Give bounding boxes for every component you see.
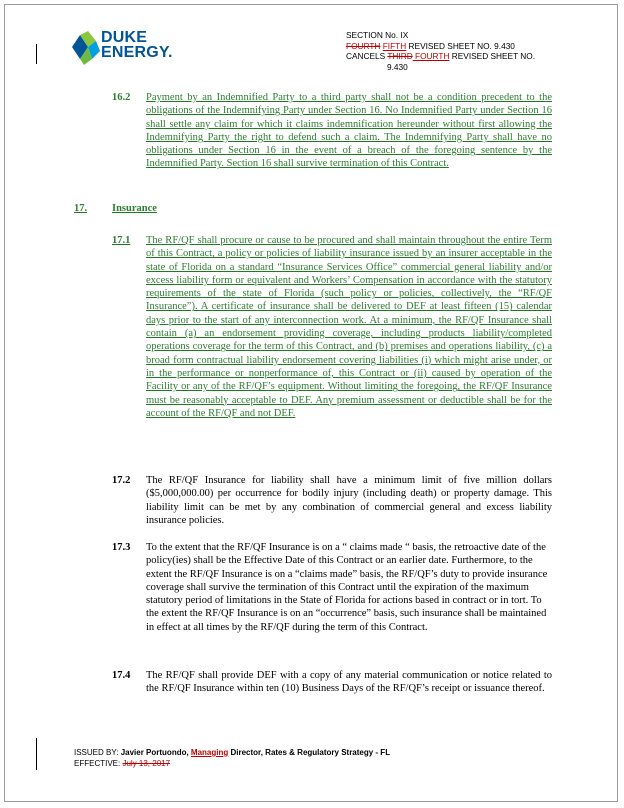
section-number-17-1: 17.1 <box>112 235 131 246</box>
section-17-number: 17. <box>74 203 88 214</box>
deleted-text: THIRD <box>387 51 413 61</box>
inserted-text: FOURTH <box>412 51 450 61</box>
cancels-sheet-number: 9.430 <box>387 61 408 72</box>
sheet-line: FOURTH FIFTH REVISED SHEET NO. 9.430 <box>346 40 515 51</box>
logo-wordmark <box>101 30 173 60</box>
logo-line-2: ENERGY. <box>101 44 173 61</box>
section-16-2-text: Payment by an Indemnified Party to a third party shall not be a condition precedent to the obligations of the Indemnifying Party under Section 16. No Indemnified Party under Section 16 shall settle any claim for which it claims indemnification hereunder without first allowing the Indemnifying Party the right to defend such a claim. The Indemnifying Party shall have no obligations under Section 16 in the event of a breach of the foregoing sentence by the Indemnified Party. Section 16 shall survive termination of this Contract. <box>146 92 552 170</box>
change-bar <box>36 44 37 64</box>
sheet-header <box>346 30 535 72</box>
section-number-16-2: 16.2 <box>112 92 131 103</box>
effective-line: EFFECTIVE: July 13, 2017 <box>74 759 171 768</box>
change-bar <box>36 738 37 770</box>
section-number-17-4: 17.4 <box>112 670 131 681</box>
deleted-text: July 13, 2017 <box>122 759 171 768</box>
section-number-17-2: 17.2 <box>112 475 131 486</box>
section-17-title: Insurance <box>112 203 157 214</box>
logo-line-1: DUKE <box>101 29 148 46</box>
inserted-text: Managing <box>190 748 229 757</box>
section-17-1-text: The RF/QF shall procure or cause to be procured and shall maintain throughout the entire Term of this Contract, a policy or policies of liability insurance issued by an insurer acceptable in the state of Florida on a standard “Insurance Services Office” commercial general liability and/or excess liability form or equivalent and Workers’ Compensation in accordance with the statutory requirements of the state of Florida (such policy or policies, collectively, the “RF/QF Insurance”). A certificate of insurance shall be delivered to DEF at least fifteen (15) calendar days prior to the start of any interconnection work. At a minimum, the RF/QF Insurance shall contain (a) an endorsement providing coverage, including products liability/completed operations coverage for the term of this Contract, and (b) premises and operations liability, (c) a broad form contractual liability endorsement covering liabilities (i) which might arise under, or in the performance or nonperformance of, this Contract or (ii) caused by operation of the Facility or any of the RF/QF’s equipment. Without limiting the foregoing, the RF/QF Insurance must be reasonably acceptable to DEF. Any premium assessment or deductible shall be for the account of the RF/QF and not DEF. <box>146 235 552 419</box>
section-number: SECTION No. IX <box>346 30 409 40</box>
logo-mark-icon <box>72 31 100 65</box>
issued-by-line: ISSUED BY: Javier Portuondo, Managing Director, Rates & Regulatory Strategy - FL <box>74 748 391 757</box>
cancels-line: CANCELS THIRD FOURTH REVISED SHEET NO. <box>346 51 536 61</box>
section-17-2-text: The RF/QF Insurance for liability shall have a minimum limit of five million dollars ($5,000,000.00) per occurrence for bodily injury (including death) or property damage. This liability limit can be met by any combination of commercial general and excess liability insurance policies. <box>146 475 552 526</box>
section-17-3-text: To the extent that the RF/QF Insurance is on a “ claims made “ basis, the retroactive date of the policy(ies) shall be the Effective Date of this Contract or an earlier date. Furthermore, to the extent the RF/QF Insurance is on a “claims made” basis, the RF/QF’s duty to provide insurance coverage shall survive the termination of this Contract until the expiration of the maximum statutory period of limitations in the State of Florida for actions based in contract or in tort. To the extent the RF/QF Insurance is on an “occurrence” basis, such insurance shall be maintained in effect at all times by the RF/QF during the term of this Contract. <box>146 542 548 633</box>
section-number-17-3: 17.3 <box>112 542 131 553</box>
deleted-text: FOURTH <box>346 40 381 51</box>
inserted-text: FIFTH <box>382 40 407 51</box>
section-17-4-text: The RF/QF shall provide DEF with a copy of any material communication or notice related to the RF/QF Insurance within ten (10) Business Days of the RF/QF’s receipt or issuance thereof. <box>146 670 552 695</box>
